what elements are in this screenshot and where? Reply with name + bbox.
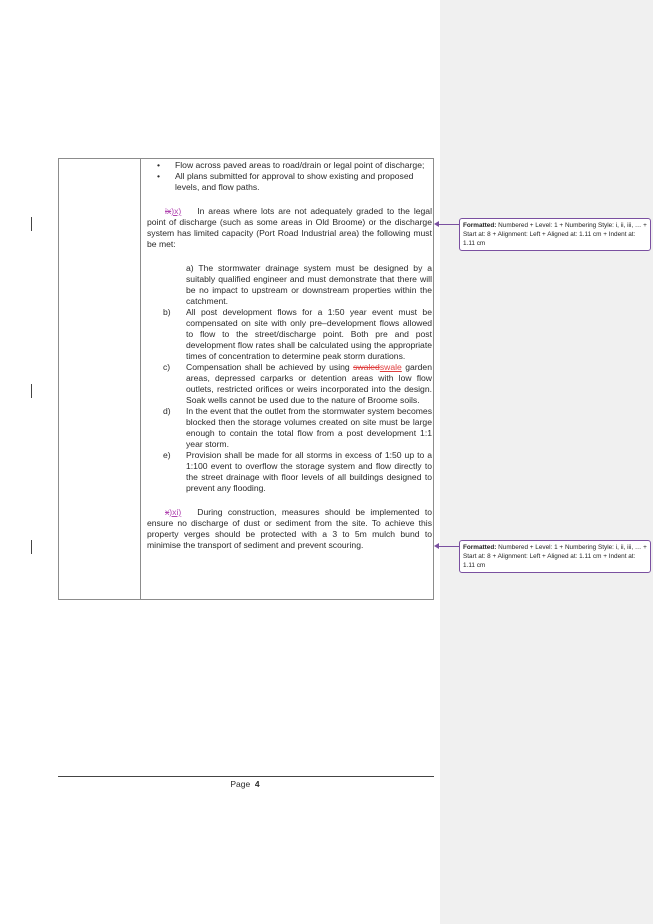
item-xi-text: During construction, measures should be implemented to ensure no discharge of dust or sediment from the site. To achieve this property verges should be protected with a 3 to 5m mulch bund to minimise the transport of sediment and prevent scouring. — [147, 507, 432, 550]
subitem-text: garden areas, depressed carparks or detention areas with low flow outlets, restricted orifices or weirs incorporated into the design. Soak wells cannot be used due to the nature of Broome soils. — [186, 362, 432, 405]
subitem-e — [147, 450, 432, 494]
comment-text: Numbered + Level: 1 + Numbering Style: i, ii, iii, … + Start at: 8 + Alignment: Left + Aligned at: 1.11 cm + Indent at: 1.11 cm — [463, 544, 647, 569]
subitem-label: e) — [163, 450, 171, 460]
page-footer — [0, 779, 490, 789]
subitem-label: b) — [163, 307, 171, 317]
item-xi-paragraph — [147, 507, 432, 551]
bullet-text: All plans submitted for approval to show existing and proposed levels, and flow paths. — [175, 171, 414, 192]
subitem-text: All post development flows for a 1:50 year event must be compensated on site with only pre–development flows allowed to flow to the street/discharge point. Both pre and post development flow rates shall be calculated using the appropriate times of concentration to determine peak storm durations. — [186, 307, 432, 361]
footer-page-number: 4 — [254, 779, 260, 789]
item-x-paragraph — [147, 206, 432, 250]
bullet-icon: • — [157, 160, 161, 170]
inserted-text: swale — [379, 362, 402, 372]
bullet-item — [147, 160, 432, 171]
subitem-label: d) — [163, 406, 171, 416]
footer-rule — [58, 776, 434, 777]
subitem-text: The stormwater drainage system must be designed by a suitably qualified engineer and must demonstrate that there will be no impact to upstream or downstream properties within the catchment. — [186, 263, 433, 306]
subitem-b — [147, 307, 432, 362]
comment-text: Numbered + Level: 1 + Numbering Style: i, ii, iii, … + Start at: 8 + Alignment: Left + Aligned at: 1.11 cm + Indent at: 1.11 cm — [463, 222, 647, 247]
subitem-label: c) — [163, 362, 171, 372]
inserted-number: )x) — [171, 206, 182, 216]
comment-connector — [438, 224, 459, 225]
comment-connector — [438, 546, 459, 547]
subitem-text: In the event that the outlet from the stormwater system becomes blocked then the storage volumes created on site must be large enough to contain the total flow from a post development 1:1 year storm. — [186, 406, 432, 449]
format-comment-balloon[interactable] — [459, 540, 651, 573]
subitem-a — [147, 263, 432, 307]
change-bar — [31, 384, 32, 398]
deleted-text: swaled — [353, 362, 380, 372]
table-column-divider — [140, 158, 141, 600]
comment-title: Formatted: — [463, 544, 497, 551]
subitem-c — [147, 362, 432, 406]
change-bar — [31, 217, 32, 231]
subitem-text: Provision shall be made for all storms in excess of 1:50 up to a 1:100 event to overflow the storage system and flow directly to the street drainage with floor levels of all buildings designed to prevent any flooding. — [186, 450, 432, 493]
bullet-text: Flow across paved areas to road/drain or legal point of discharge; — [175, 160, 425, 170]
comment-title: Formatted: — [463, 222, 497, 229]
footer-page-label: Page — [230, 779, 251, 789]
deleted-number: x — [165, 507, 170, 517]
subitem-text: Compensation shall be achieved by using — [186, 362, 354, 372]
format-comment-balloon[interactable] — [459, 218, 651, 251]
deleted-number: ix — [165, 206, 172, 216]
inserted-number: )xi) — [169, 507, 182, 517]
table-cell-content[interactable] — [147, 160, 432, 551]
subitem-label: a) — [186, 263, 194, 273]
subitem-d — [147, 406, 432, 450]
bullet-icon: • — [157, 171, 161, 181]
item-x-text: In areas where lots are not adequately graded to the legal point of discharge (such as some areas in Old Broome) or the discharge system has limited capacity (Port Road Industrial area) the following must be met: — [147, 206, 432, 249]
bullet-item — [147, 171, 432, 193]
change-bar — [31, 540, 32, 554]
